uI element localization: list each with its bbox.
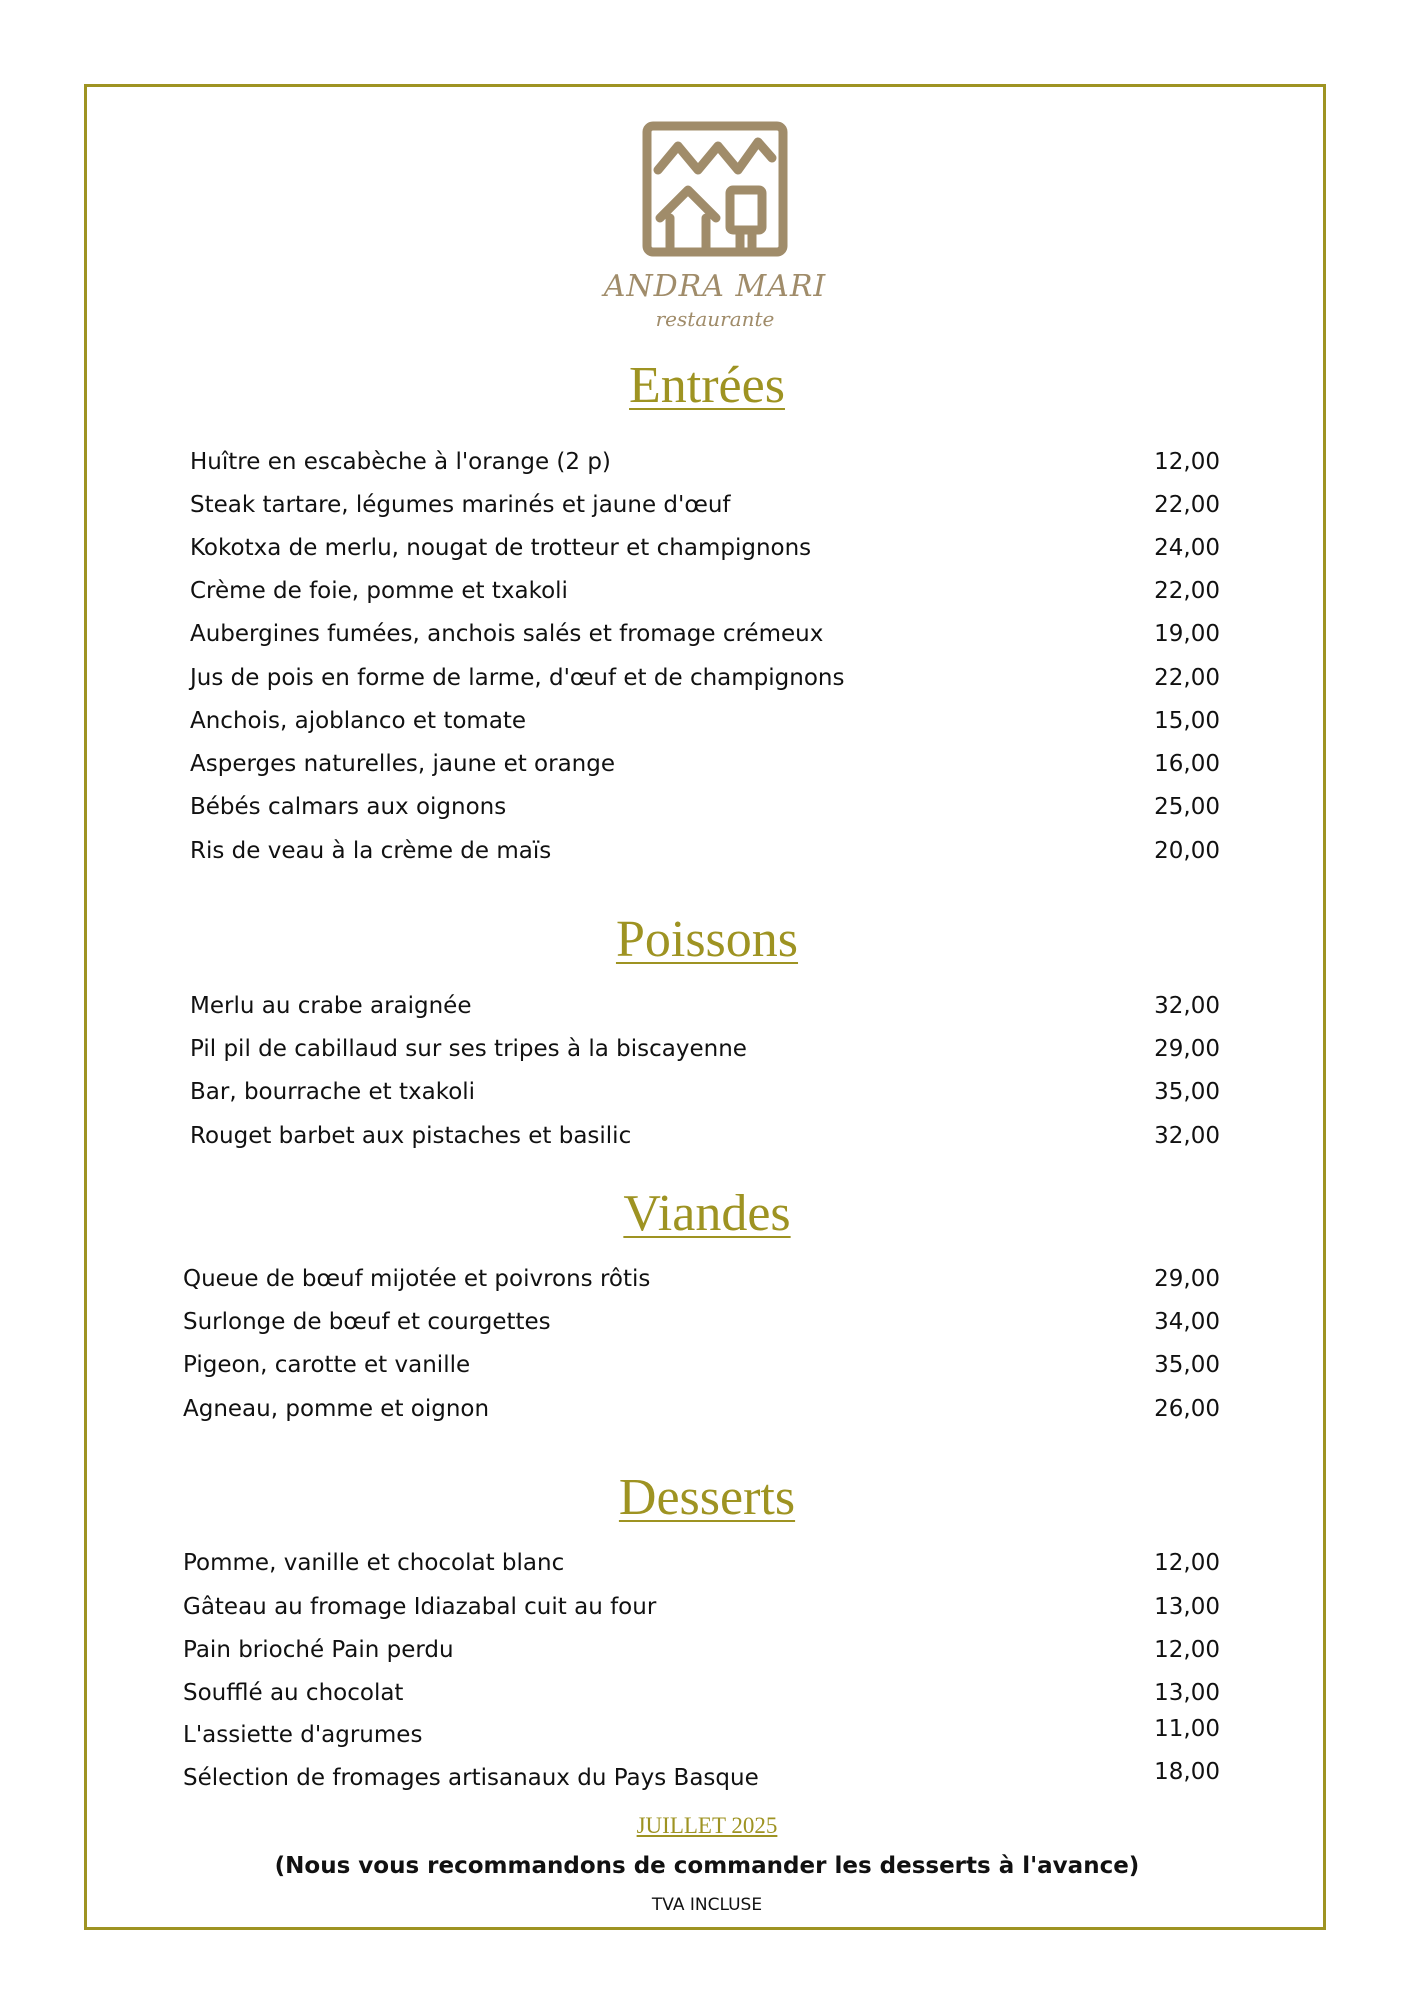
menu-item: Jus de pois en forme de larme, d'œuf et de champignons 22,00	[190, 665, 1220, 691]
menu-item: Sélection de fromages artisanaux du Pays Basque 18,00	[183, 1759, 1220, 1791]
menu-item: Aubergines fumées, anchois salés et fromage crémeux 19,00	[190, 621, 1220, 647]
menu-item: Pigeon, carotte et vanille 35,00	[183, 1352, 1220, 1378]
menu-item: Merlu au crabe araignée 32,00	[190, 993, 1220, 1019]
restaurant-logo	[600, 118, 830, 338]
menu-item: Pil pil de cabillaud sur ses tripes à la biscayenne 29,00	[190, 1036, 1220, 1062]
section-title-poissons: Poissons	[615, 911, 799, 968]
tax-note: TVA INCLUSE	[651, 1895, 763, 1915]
menu-item: Bar, bourrache et txakoli 35,00	[190, 1079, 1220, 1105]
menu-item: Surlonge de bœuf et courgettes 34,00	[183, 1309, 1220, 1335]
menu-item: Pomme, vanille et chocolat blanc 12,00	[183, 1550, 1220, 1576]
menu-item: Gâteau au fromage Idiazabal cuit au four 13,00	[183, 1594, 1220, 1620]
brand-name: ANDRA MARI	[603, 269, 827, 304]
menu-item: Pain brioché Pain perdu 12,00	[183, 1637, 1220, 1663]
menu-item: Queue de bœuf mijotée et poivrons rôtis 29,00	[183, 1266, 1220, 1292]
menu-item: Rouget barbet aux pistaches et basilic 32,00	[190, 1123, 1220, 1149]
menu-item: Asperges naturelles, jaune et orange 16,00	[190, 751, 1220, 777]
menu-date: JUILLET 2025	[636, 1813, 778, 1838]
menu-item: Agneau, pomme et oignon 26,00	[183, 1396, 1220, 1422]
menu-item: Crème de foie, pomme et txakoli 22,00	[190, 578, 1220, 604]
menu-item: Huître en escabèche à l'orange (2 p) 12,00	[190, 449, 1220, 475]
section-title-entrees: Entrées	[629, 357, 785, 414]
section-title-desserts: Desserts	[618, 1469, 796, 1526]
desserts-note: (Nous vous recommandons de commander les desserts à l'avance)	[274, 1853, 1140, 1879]
menu-item: L'assiette d'agrumes 11,00	[183, 1716, 1220, 1748]
menu-item: Anchois, ajoblanco et tomate 15,00	[190, 708, 1220, 734]
menu-item: Kokotxa de merlu, nougat de trotteur et champignons 24,00	[190, 535, 1220, 561]
section-title-viandes: Viandes	[623, 1185, 791, 1242]
menu-item: Bébés calmars aux oignons 25,00	[190, 794, 1220, 820]
menu-item: Steak tartare, légumes marinés et jaune d'œuf 22,00	[190, 492, 1220, 518]
menu-item: Soufflé au chocolat 13,00	[183, 1680, 1220, 1706]
menu-item: Ris de veau à la crème de maïs 20,00	[190, 838, 1220, 864]
brand-subtitle: restaurante	[655, 307, 775, 331]
